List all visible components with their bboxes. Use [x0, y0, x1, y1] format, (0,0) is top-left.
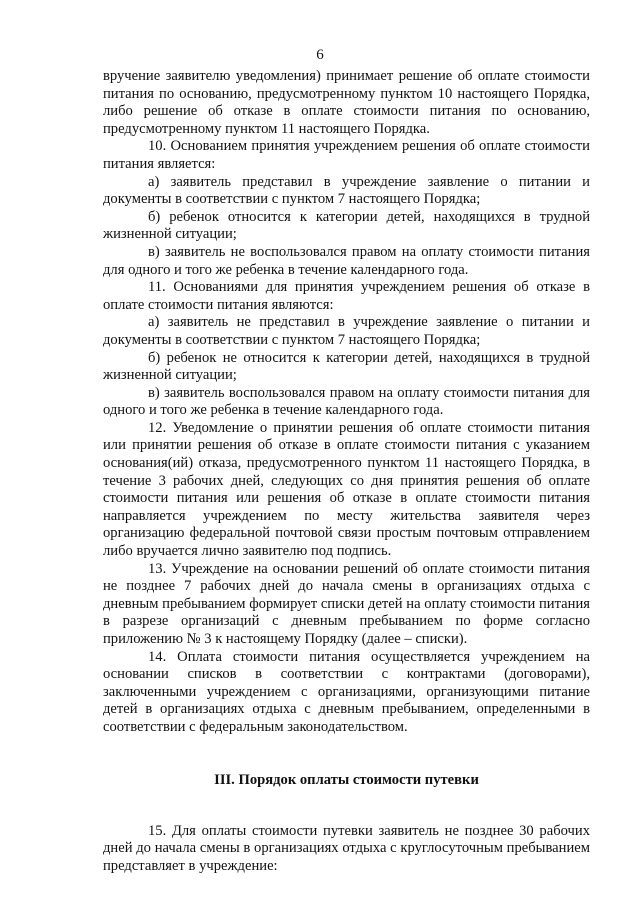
paragraph-10b: б) ребенок относится к категории детей, находящихся в трудной жизненной ситуации;: [103, 208, 590, 243]
section-heading: III. Порядок оплаты стоимости путевки: [214, 771, 479, 788]
paragraph-10a: а) заявитель представил в учреждение заявление о питании и документы в соответствии с пунктом 7 настоящего Порядка;: [103, 173, 590, 208]
paragraph-cont: вручение заявителю уведомления) принимает решение об оплате стоимости питания по основанию, предусмотренному пунктом 10 настоящего Порядка, либо решение об отказе в оплате стоимости питания по основанию, предусмотренному пунктом 11 настоящего Порядка.: [103, 68, 590, 137]
paragraph-10c: в) заявитель не воспользовался правом на оплату стоимости питания для одного и того же ребенка в течение календарного года.: [103, 243, 590, 278]
page-number: 6: [316, 47, 324, 63]
paragraph-group: [103, 68, 590, 737]
paragraph-11b: б) ребенок не относится к категории детей, находящихся в трудной жизненной ситуации;: [103, 349, 590, 384]
paragraph-15: 15. Для оплаты стоимости путевки заявитель не позднее 30 рабочих дней до начала смены в организациях отдыха с круглосуточным пребыванием представляет в учреждение:: [103, 822, 590, 874]
paragraph-14: 14. Оплата стоимости питания осуществляется учреждением на основании списков в соответствии с контрактами (договорами), заключенными учреждением с организациями, организующими питание детей в организациях отдыха с дневным пребыванием, определенными в соответствии с федеральным законодательством.: [103, 648, 590, 735]
paragraph-11c: в) заявитель воспользовался правом на оплату стоимости питания для одного и того же ребенка в течение календарного года.: [103, 384, 590, 419]
paragraph-11: 11. Основаниями для принятия учреждением решения об отказе в оплате стоимости питания являются:: [103, 279, 590, 313]
document-body: [103, 68, 590, 875]
paragraph-13: 13. Учреждение на основании решений об оплате стоимости питания не позднее 7 рабочих дней до начала смены в организациях отдыха с дневным пребыванием формирует списки детей на оплату стоимости питания в разрезе организаций с дневным пребыванием по форме согласно приложению № 3 к настоящему Порядку (далее – списки).: [103, 560, 590, 647]
paragraph-12: 12. Уведомление о принятии решения об оплате стоимости питания или принятии решения об отказе в оплате стоимости питания с указанием основания(ий) отказа, предусмотренного пунктом 11 настоящего Порядка, в течение 3 рабочих дней, следующих со дня принятия решения об оплате стоимости питания или решения об отказе в оплате стоимости питания направляется учреждением по месту жительства заявителя через организацию федеральной почтовой связи простым почтовым отправлением либо вручается лично заявителю под подпись.: [103, 419, 590, 560]
paragraph-group: [103, 823, 590, 876]
paragraph-10: 10. Основанием принятия учреждением решения об оплате стоимости питания является:: [103, 138, 590, 172]
paragraph-11a: а) заявитель не представил в учреждение заявление о питании и документы в соответствии с пунктом 7 настоящего Порядка;: [103, 314, 590, 348]
